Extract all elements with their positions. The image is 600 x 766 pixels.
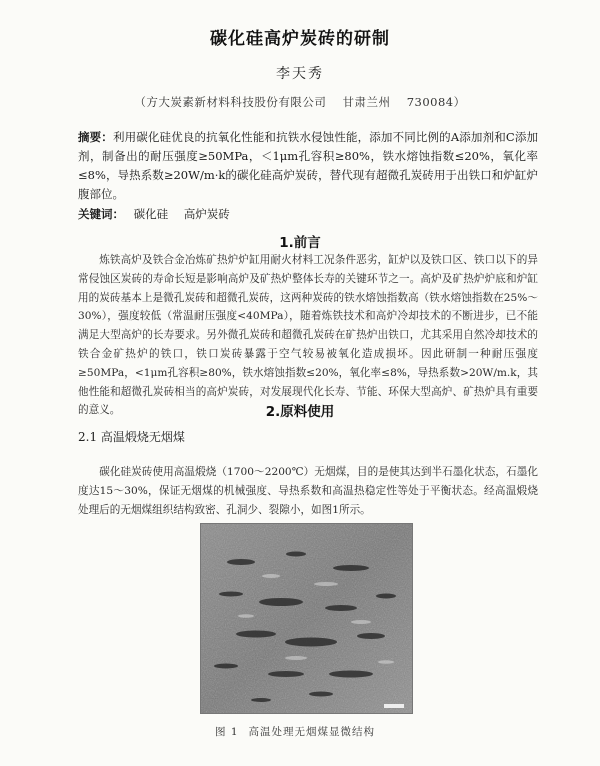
keywords	[78, 205, 538, 223]
keyword-item: 高炉炭砖	[183, 207, 230, 221]
subsection-heading: 2.1 高温煅烧无烟煤	[78, 430, 185, 444]
micrograph-figure	[200, 523, 413, 714]
affiliation	[0, 94, 600, 110]
affiliation-org: （方大炭素新材料科技股份有限公司	[134, 95, 327, 109]
figure-label: 图 1	[214, 726, 239, 738]
section-heading-intro: 1.前言	[279, 235, 321, 251]
paper-title: 碳化硅高炉炭砖的研制	[210, 29, 390, 49]
abstract	[78, 128, 538, 204]
abstract-text: 利用碳化硅优良的抗氧化性能和抗铁水侵蚀性能，添加不同比例的A添加剂和C添加剂，制备出的耐压强度≥50MPa，＜1μm孔容积≥80%，铁水熔蚀指数≤20%，氧化率≤8%，导热系数≥20W/m·k的碳化硅高炉炭砖，替代现有超微孔炭砖用于出铁口和炉缸炉腹部位。	[78, 130, 538, 201]
keyword-item: 碳化硅	[133, 207, 169, 221]
keywords-label: 关键词：	[78, 207, 124, 221]
section-heading-materials: 2.原料使用	[265, 404, 335, 420]
figure-caption-text: 高温处理无烟煤显微结构	[248, 726, 376, 738]
micrograph-image	[201, 524, 412, 713]
intro-paragraph: 炼铁高炉及铁合金冶炼矿热炉炉缸用耐火材料工况条件恶劣，缸炉以及铁口区、铁口以下的异常侵蚀区炭砖的寿命长短是影响高炉及矿热炉整体长寿的关键环节之一。高炉及矿热炉炉底和炉缸用的炭砖基本上是微孔炭砖和超微孔炭砖，这两种炭砖的铁水熔蚀指数高（铁水熔蚀指数在25%～30%），强度较低（常温耐压强度<40MPa），随着炼铁技术和高炉冷却技术的不断进步，已不能满足大型高炉的长寿要求。另外微孔炭砖和超微孔炭砖在矿热炉出铁口，尤其采用自然冷却技术的铁合金矿热炉的铁口，铁口炭砖暴露于空气较易被氧化造成损坏。因此研制一种耐压强度≥50MPa，<1μm孔容积≥80%，铁水熔蚀指数≤20%，氧化率≤8%，导热系数>20W/m.k，其他性能和超微孔炭砖相当的高炉炭砖，对发展现代化长寿、节能、环保大型高炉、矿热炉具有重要的意义。	[78, 254, 538, 417]
affiliation-location: 甘肃兰州	[342, 95, 391, 109]
abstract-label: 摘要：	[78, 130, 113, 144]
materials-paragraph: 碳化硅炭砖使用高温煅烧（1700～2200℃）无烟煤，目的是使其达到半石墨化状态，石墨化度达15～30%，保证无烟煤的机械强度、导热系数和高温热稳定性等处于平衡状态。经高温煅烧处理后的无烟煤组织结构致密、孔洞少、裂隙小，如图1所示。	[78, 466, 538, 516]
figure-caption	[0, 724, 600, 739]
affiliation-postcode: 730084）	[406, 95, 466, 109]
author-name: 李天秀	[276, 66, 324, 82]
